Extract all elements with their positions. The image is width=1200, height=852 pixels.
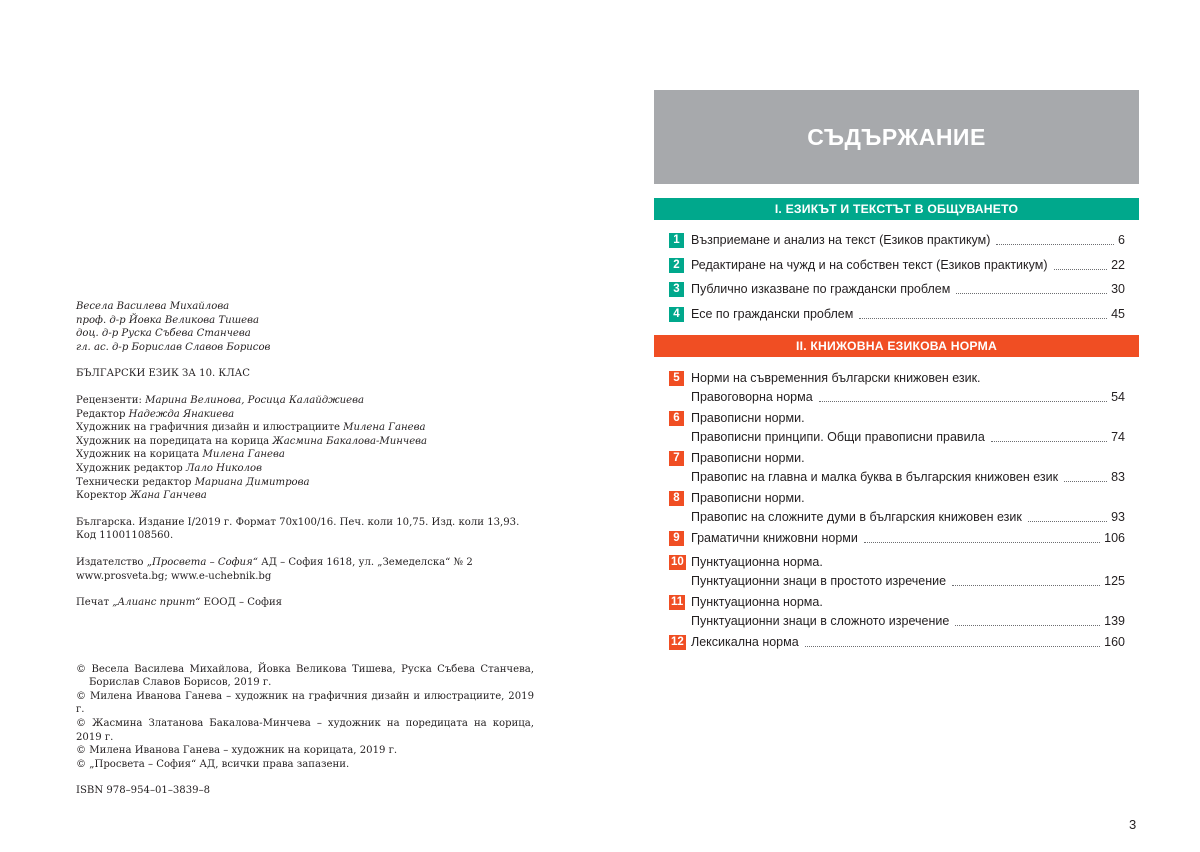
toc-entry-row <box>691 390 1125 405</box>
toc-entry-title: Възприемане и анализ на текст (Езиков практикум) <box>691 233 991 247</box>
toc-entry[interactable] <box>669 635 1125 659</box>
toc-entry-title: Пунктуационни знаци в простото изречение <box>691 574 947 588</box>
toc-entry-title: Лексикална норма <box>691 635 799 649</box>
toc-entry-row <box>691 307 1125 322</box>
toc-entry-row <box>691 635 1125 650</box>
toc-entry[interactable] <box>669 258 1125 283</box>
authors-list <box>76 300 534 354</box>
toc-entry-page: 125 <box>1104 574 1125 588</box>
toc-entry[interactable] <box>669 555 1125 595</box>
credit-name: Мариана Димитрова <box>194 476 310 488</box>
toc-entry-title: Есе по граждански проблем <box>691 306 854 321</box>
lesson-number-badge: 6 <box>669 411 684 426</box>
product-code: Код 11001108560. <box>76 530 174 542</box>
toc-entry-body <box>691 411 1125 445</box>
toc-entry-body <box>691 635 1125 650</box>
publisher-websites: www.prosveta.bg; www.e-uchebnik.bg <box>76 570 272 582</box>
toc-entry-page: 139 <box>1104 614 1125 628</box>
credits-list <box>76 394 534 503</box>
dot-leader <box>952 585 1100 586</box>
toc-entry-heading: Правописни норми. <box>691 451 805 465</box>
toc-entry-row <box>691 531 1125 546</box>
lesson-number-badge: 10 <box>671 556 684 568</box>
dot-leader <box>991 441 1107 442</box>
toc-title: СЪДЪРЖАНИЕ <box>807 123 986 150</box>
toc-entry-title: Правопис на сложните думи в българския книжовен език <box>691 510 1022 524</box>
lesson-number-badge: 3 <box>669 282 684 297</box>
credit-line <box>76 421 534 435</box>
author: гл. ас. д-р Борислав Славов Борисов <box>76 341 271 353</box>
dot-leader <box>996 244 1114 245</box>
credit-role: Художник на поредицата на корица <box>76 435 270 447</box>
toc-entry-body <box>691 282 1125 297</box>
toc-entry[interactable] <box>669 411 1125 451</box>
toc-entry-row <box>691 258 1125 273</box>
author: доц. д-р Руска Събева Станчева <box>76 328 251 340</box>
toc-entry-page: 74 <box>1111 430 1125 444</box>
edition-info: Българска. Издание I/2019 г. Формат 70x100/16. Печ. коли 10,75. Изд. коли 13,93. <box>76 516 520 528</box>
copyright-notices <box>76 663 534 772</box>
toc-entry-row <box>691 510 1125 525</box>
credit-role: Художник на корицата <box>76 449 200 461</box>
toc-entry-row <box>691 282 1125 297</box>
publisher-name: „Просвета – София“ <box>146 556 258 568</box>
toc-entry-title: Пунктуационни знаци в сложното изречение <box>691 614 950 628</box>
toc-entry-page: 45 <box>1111 306 1125 321</box>
credit-name: Надежда Янакиева <box>128 408 235 420</box>
credit-name: Милена Ганева <box>343 422 426 434</box>
toc-entry-heading: Пунктуационна норма. <box>691 595 823 609</box>
toc-entry-body <box>691 531 1125 546</box>
credit-name: Лало Николов <box>186 462 262 474</box>
dot-leader <box>1028 521 1107 522</box>
lesson-number-badge: 12 <box>671 636 684 648</box>
printing-info: Печат „Алианс принт“ ЕООД – София <box>76 597 283 609</box>
toc-entry-title: Правоговорна норма <box>691 390 813 404</box>
credit-line <box>76 476 534 490</box>
toc-entry-body <box>691 258 1125 273</box>
toc-entry-body <box>691 371 1125 405</box>
printer-name: „Алианс принт“ <box>112 597 201 609</box>
credit-role: Редактор <box>76 408 126 420</box>
toc-entry-body <box>691 491 1125 525</box>
toc-entry-body <box>691 233 1125 248</box>
toc-entry-page: 54 <box>1111 390 1125 404</box>
lesson-number-badge: 4 <box>669 307 684 322</box>
credit-name: Жасмина Бакалова-Минчева <box>272 435 428 447</box>
author: Весела Василева Михайлова <box>76 301 230 312</box>
dot-leader <box>1064 481 1107 482</box>
toc-entry[interactable] <box>669 282 1125 307</box>
credit-role: Художник на графичния дизайн и илюстрациите <box>76 422 340 434</box>
toc-entry[interactable] <box>669 233 1125 258</box>
toc-entry-heading: Правописни норми. <box>691 411 805 425</box>
credit-role: Технически редактор <box>76 476 192 488</box>
toc-entry-page: 30 <box>1111 282 1125 296</box>
toc-entry-title: Редактиране на чужд и на собствен текст (Езиков практикум) <box>691 257 1048 272</box>
toc-entry-heading: Правописни норми. <box>691 491 805 505</box>
toc-entry-title: Граматични книжовни норми <box>691 531 858 545</box>
publisher-info: Издателство „Просвета – София“ АД – София 1618, ул. „Земеделска“ № 2 <box>76 556 473 568</box>
copyright-line: © Милена Иванова Ганева – художник на корицата, 2019 г. <box>76 745 398 757</box>
credit-line <box>76 394 534 408</box>
book-title: БЪЛГАРСКИ ЕЗИК ЗА 10. КЛАС <box>76 368 251 380</box>
toc-entry-page: 83 <box>1111 470 1125 484</box>
copyright-line: © Весела Василева Михайлова, Йовка Великова Тишева, Руска Събева Станчева, <box>76 663 534 675</box>
credit-role: Коректор <box>76 490 127 502</box>
toc-entry[interactable] <box>669 531 1125 555</box>
toc-entry-row <box>691 470 1125 485</box>
lesson-number-badge: 9 <box>669 531 684 546</box>
toc-entry-heading: Пунктуационна норма. <box>691 555 823 569</box>
toc-entry-body <box>691 307 1125 322</box>
section-1-entries <box>669 233 1125 331</box>
toc-entry-row <box>691 614 1125 629</box>
dot-leader <box>956 293 1107 294</box>
isbn: ISBN 978–954–01–3839–8 <box>76 785 211 797</box>
copyright-line: © „Просвета – София“ АД, всички права запазени. <box>76 758 350 770</box>
toc-entry-page: 6 <box>1118 233 1125 247</box>
toc-entry[interactable] <box>669 371 1125 411</box>
dot-leader <box>1054 269 1108 270</box>
copyright-line: Борислав Славов Борисов, 2019 г. <box>89 677 272 689</box>
credit-name: Милена Ганева <box>202 449 285 461</box>
credit-line <box>76 435 534 449</box>
credit-line <box>76 448 534 462</box>
dot-leader <box>864 542 1100 543</box>
toc-entry-body <box>691 595 1125 629</box>
section-header-1: I. ЕЗИКЪТ И ТЕКСТЪТ В ОБЩУВАНЕТО <box>654 198 1139 220</box>
dot-leader <box>805 646 1100 647</box>
section-header-2: II. КНИЖОВНА ЕЗИКОВА НОРМА <box>654 335 1139 357</box>
dot-leader <box>859 318 1107 319</box>
toc-entry-title: Правопис на главна и малка буква в българския книжовен език <box>691 470 1059 484</box>
copyright-line: © Жасмина Златанова Бакалова-Минчева – художник на поредицата на корица, 2019 г. <box>76 718 534 743</box>
imprint-page <box>76 300 534 798</box>
toc-entry-page: 22 <box>1111 257 1125 272</box>
credit-role: Художник редактор <box>76 462 183 474</box>
toc-entry[interactable] <box>669 307 1125 332</box>
toc-entry-heading: Норми на съвременния български книжовен език. <box>691 371 981 385</box>
toc-entry-body <box>691 451 1125 485</box>
lesson-number-badge: 7 <box>669 451 684 466</box>
lesson-number-badge: 1 <box>669 233 684 248</box>
lesson-number-badge: 8 <box>669 491 684 506</box>
toc-entry-page: 93 <box>1111 510 1125 524</box>
toc-entry-title: Публично изказване по граждански проблем <box>691 282 951 296</box>
lesson-number-badge: 2 <box>669 258 684 273</box>
section-2-entries <box>669 371 1125 659</box>
credit-name: Марина Велинова, Росица Калайджиева <box>145 394 364 406</box>
toc-entry[interactable] <box>669 491 1125 531</box>
lesson-number-badge: 11 <box>671 596 684 608</box>
author: проф. д-р Йовка Великова Тишева <box>76 314 260 326</box>
toc-entry-row <box>691 574 1125 589</box>
toc-entry-body <box>691 555 1125 589</box>
toc-entry-title: Правописни принципи. Общи правописни правила <box>691 430 985 444</box>
toc-entry-page: 160 <box>1104 635 1125 649</box>
dot-leader <box>955 625 1100 626</box>
lesson-number-badge: 5 <box>669 371 684 386</box>
toc-entry-row <box>691 233 1125 248</box>
credit-line <box>76 462 534 476</box>
toc-entry-row <box>691 430 1125 445</box>
toc-entry-page: 106 <box>1104 531 1125 545</box>
credit-line <box>76 489 534 503</box>
page-number: 3 <box>1129 817 1137 832</box>
dot-leader <box>819 401 1107 402</box>
credit-role: Рецензенти: <box>76 394 142 406</box>
copyright-line: © Милена Иванова Ганева – художник на графичния дизайн и илюстрациите, 2019 г. <box>76 690 534 716</box>
credit-line <box>76 408 534 422</box>
toc-entry[interactable] <box>669 595 1125 635</box>
toc-header <box>654 90 1139 184</box>
toc-entry[interactable] <box>669 451 1125 491</box>
credit-name: Жана Ганчева <box>129 490 207 502</box>
